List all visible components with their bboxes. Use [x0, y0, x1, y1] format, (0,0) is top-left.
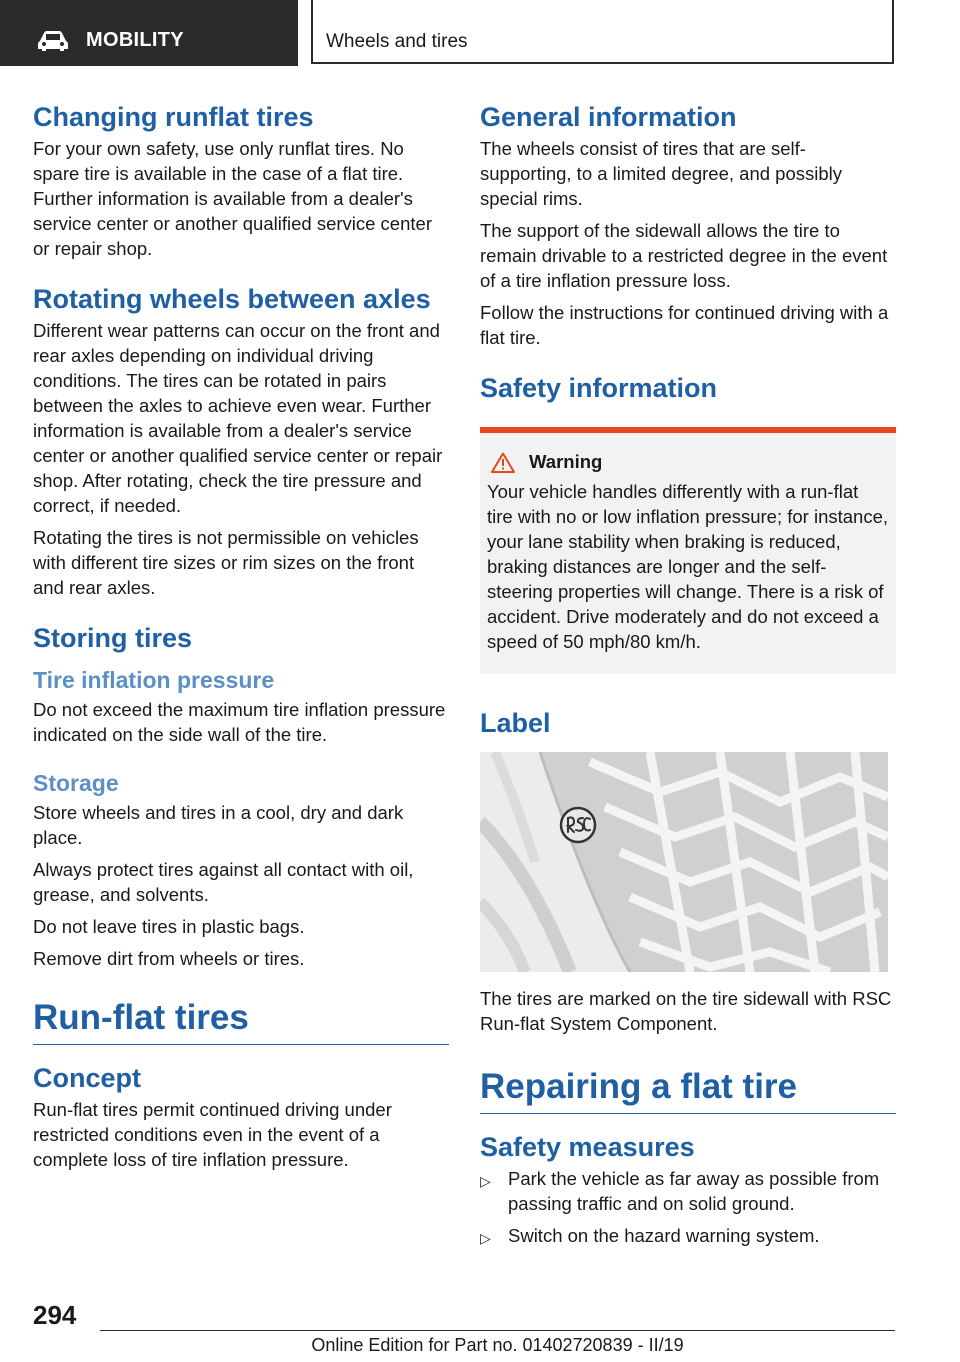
list-item: ▷ Switch on the hazard warning system. — [480, 1223, 896, 1248]
paragraph-storage-4: Remove dirt from wheels or tires. — [33, 948, 305, 969]
car-icon — [36, 29, 70, 53]
heading-changing-runflat: Changing runflat tires — [33, 102, 314, 132]
section-rule — [33, 1044, 449, 1045]
section-tab — [0, 0, 298, 66]
paragraph-rotating-2: Rotating the tires is not permissible on vehicles with different tire sizes or rim sizes on the front and rear axles. — [33, 527, 419, 598]
warning-title-row — [487, 451, 889, 473]
page-header — [0, 0, 960, 66]
section-rule — [480, 1113, 896, 1114]
paragraph-storage-1: Store wheels and tires in a cool, dry and dark place. — [33, 802, 404, 848]
warning-box — [480, 427, 896, 674]
paragraph-label: The tires are marked on the tire sidewall with RSC Run-flat System Component. — [480, 988, 892, 1034]
heading-safety-information: Safety information — [480, 373, 718, 403]
triangle-bullet-icon: ▷ — [480, 1173, 491, 1189]
warning-text: Your vehicle handles differently with a run-flat tire with no or low inflation pressure; for instance, your lane stability when braking is reduced, braking distances are longer and the self-steering properties will change. There is a risk of accident. Drive moderately and do not exceed a speed of 50 mph/80 km/h. — [487, 481, 889, 652]
heading-repairing-flat-tire: Repairing a flat tire — [480, 1067, 798, 1106]
right-column — [480, 100, 896, 1255]
chapter-tab — [311, 0, 894, 64]
paragraph-storage-2: Always protect tires against all contact with oil, grease, and solvents. — [33, 859, 414, 905]
footer-rule — [100, 1330, 895, 1331]
heading-storing-tires: Storing tires — [33, 623, 193, 653]
paragraph-rotating-1: Different wear patterns can occur on the front and rear axles depending on individual driving conditions. The tires can be rotated in pairs between the axles to achieve even wear. Further information is available from a dealer's service center or another qualified service center or repair shop. After rotating, check the tire pressure and correct, if needed. — [33, 320, 443, 516]
chapter-label: Wheels and tires — [326, 31, 468, 52]
tire-sidewall-illustration — [480, 752, 888, 972]
section-label: MOBILITY — [86, 29, 184, 51]
paragraph-storage-3: Do not leave tires in plastic bags. — [33, 916, 305, 937]
paragraph-general-1: The wheels consist of tires that are self-supporting, to a limited degree, and possibly special rims. — [480, 138, 842, 209]
warning-triangle-icon — [491, 452, 515, 473]
safety-measures-list — [480, 1166, 896, 1248]
paragraph-general-3: Follow the instructions for continued driving with a flat tire. — [480, 302, 889, 348]
heading-safety-measures: Safety measures — [480, 1132, 695, 1162]
heading-rotating-wheels: Rotating wheels between axles — [33, 284, 431, 314]
paragraph-concept: Run-flat tires permit continued driving under restricted conditions even in the event of a complete loss of tire inflation pressure. — [33, 1099, 392, 1170]
edition-note: Online Edition for Part no. 01402720839 - II/19 — [311, 1335, 684, 1355]
heading-tire-inflation-pressure: Tire inflation pressure — [33, 667, 275, 693]
paragraph-pressure: Do not exceed the maximum tire inflation pressure indicated on the side wall of the tire. — [33, 699, 446, 745]
paragraph-general-2: The support of the sidewall allows the tire to remain drivable to a restricted degree in the event of a tire inflation pressure loss. — [480, 220, 888, 291]
warning-title: Warning — [529, 451, 603, 472]
page-number: 294 — [33, 1300, 77, 1330]
list-item: ▷ Park the vehicle as far away as possible from passing traffic and on solid ground. — [480, 1168, 880, 1214]
heading-storage: Storage — [33, 770, 119, 796]
triangle-bullet-icon: ▷ — [480, 1230, 491, 1246]
left-column — [33, 100, 449, 1179]
heading-label: Label — [480, 708, 551, 738]
heading-concept: Concept — [33, 1063, 141, 1093]
heading-run-flat-tires: Run-flat tires — [33, 998, 249, 1037]
paragraph-changing-runflat: For your own safety, use only runflat tires. No spare tire is available in the case of a flat tire. Further information is available from a dealer's service center or another qualified service center or repair shop. — [33, 138, 432, 259]
heading-general-information: General information — [480, 102, 737, 132]
